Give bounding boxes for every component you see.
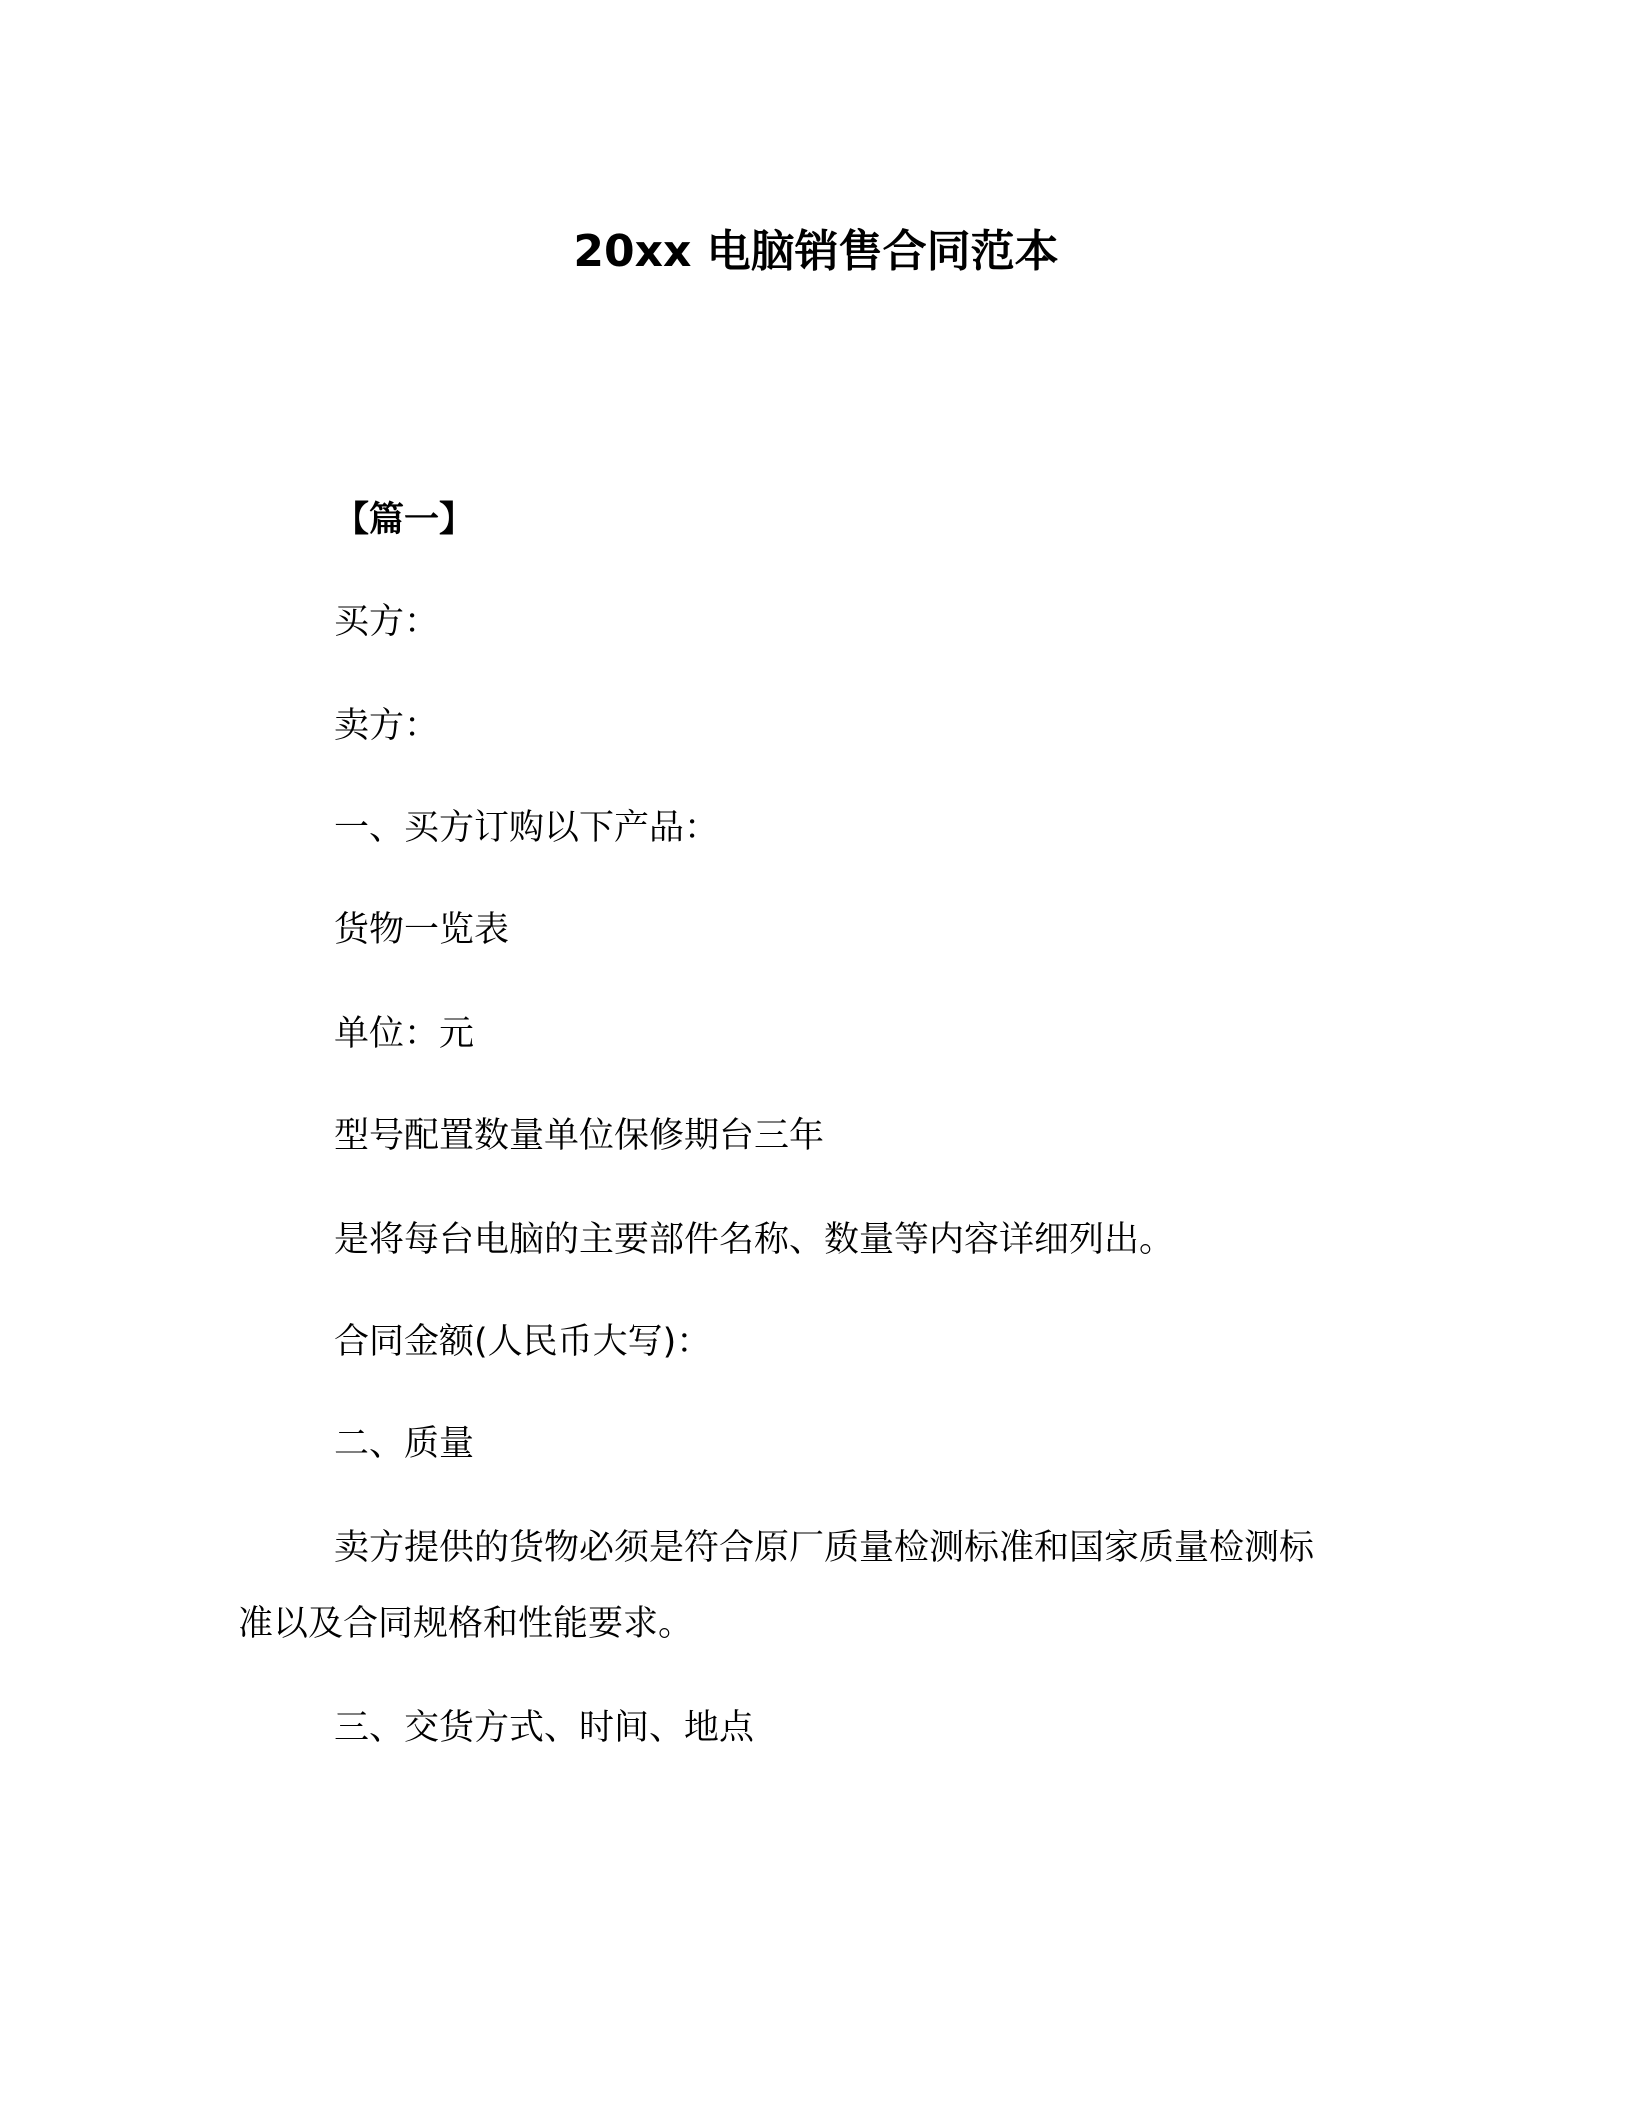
quality-paragraph-line-2: 准以及合同规格和性能要求。 <box>238 1604 694 1644</box>
contract-amount-line: 合同金额(人民币大写)： <box>334 1322 712 1362</box>
detail-note-line: 是将每台电脑的主要部件名称、数量等内容详细列出。 <box>334 1220 1175 1260</box>
document-title: 20xx 电脑销售合同范本 <box>573 226 1059 277</box>
section-label: 【篇一】 <box>334 500 475 540</box>
clause-2-heading: 二、质量 <box>334 1424 475 1464</box>
clause-3-heading: 三、交货方式、时间、地点 <box>334 1708 755 1748</box>
table-header-line: 型号配置数量单位保修期台三年 <box>334 1116 825 1156</box>
clause-1-heading: 一、买方订购以下产品： <box>334 808 720 848</box>
goods-list-heading: 货物一览表 <box>334 910 510 950</box>
buyer-line: 买方： <box>334 602 440 642</box>
unit-line: 单位：元 <box>334 1014 475 1054</box>
seller-line: 卖方： <box>334 706 440 746</box>
quality-paragraph-line-1: 卖方提供的货物必须是符合原厂质量检测标准和国家质量检测标 <box>334 1528 1315 1568</box>
